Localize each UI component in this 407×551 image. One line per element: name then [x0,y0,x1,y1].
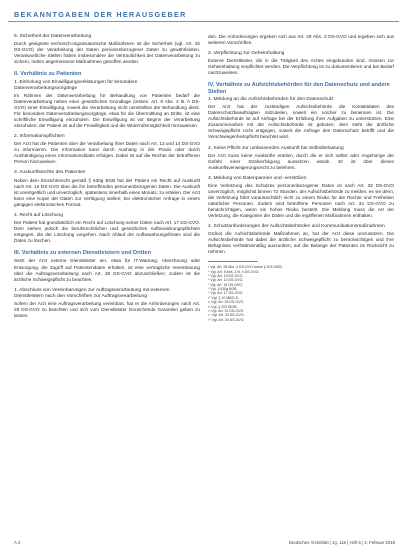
subsection-heading: 4. Recht auf Löschung [14,212,63,218]
paragraph: Setzt der Arzt externe Dienstleister ein, etwa für IT-Wartung, Abrechnung oder Entsorgung, die Zugriff auf Patientendaten erhalten, ist eine vertragliche Vereinbarung über die Auftragsverarbeitung nach Art. 28 DS-GVO abzuschließen; zudem ist die ärztliche Schweigepflicht zu beachten. [14,258,200,282]
paragraph: Eine Verletzung des Schutzes personenbezogener Daten ist nach Art. 33 DS-GVO unverzüglich, möglichst binnen 72 Stunden, der Aufsichtsbehörde zu melden, es sei denn, die Verletzung führt voraussichtlich nicht zu einem Risiko für die Rechte und Freiheiten natürlicher Personen. Zudem sind betroffene Personen nach Art. 34 DS-GVO zu benachrichtigen, wenn ein hohes Risiko besteht. Die Meldung muss die Art der Verletzung, die Kategorien der Daten und die ergriffenen Maßnahmen enthalten. [208,182,394,219]
paragraph: Der Arzt muss keine Auskünfte erteilen, durch die er sich selbst oder Angehörige der Gefahr einer Strafverfolgung aussetzen würde. Er ist über dieses Auskunftsverweigerungsrecht zu belehren. [208,152,394,170]
subsection-heading: 2. Keine Pflicht zur umfassenden Auskunft bei Selbstbelastung [208,145,344,151]
footnote: ⁹ Vgl. Art. 17 DS-GVO. [208,291,244,296]
subsection-heading: 4. Schutzanforderungen der Aufsichtsbehörden und Kommunikationsmaßnahmen [208,224,385,230]
footnote: ¹⁰ Vgl. § 10 MBO-Ä. [208,295,239,300]
paragraph: Sofern der Arzt eine Auftragsverarbeitung vereinbart, hat er die Anforderungen nach Art. 28 DS-GVO zu beachten und sich vom Dienstleister hinreichende Garantien geben zu lassen. [14,300,200,318]
subsection-heading: 1. Meldung an die Aufsichtsbehörden für den Datenschutz [208,97,334,103]
header-title: BEKANNTGABEN DER HERAUSGEBER [14,10,187,19]
paragraph: Externe Dienstleister, die in die Tätigkeit des Arztes eingebunden sind, müssen zur Geheimhaltung verpflichtet werden. Die Verpflichtung ist zu dokumentieren und bei Bedarf nachzuweisen. [208,58,394,76]
footnote: ⁵ Vgl. Art. 13 DS-GVO. [208,274,244,279]
section-heading: 6. Sicherheit der Datenverarbeitung [14,34,92,39]
footnote: ¹⁴ Vgl. Art. 33 DS-GVO. [208,313,245,318]
header-divider [8,21,399,22]
footnotes [208,265,394,321]
section-title: IV. Verhältnis zu Aufsichtsbehörden für den Datenschutz und andere Stellen [208,82,390,95]
section-title: III. Verhältnis zu externen Dienstleistern und Dritten [14,250,152,257]
subsection-heading: 2. Informationspflichten [14,134,65,140]
paragraph: Der Patient hat grundsätzlich ein Recht auf Löschung seiner Daten nach Art. 17 DS-GVO. Dem stehen jedoch die berufsrechtlichen und gesetzlichen Aufbewahrungspflichten entgegen, die der Löschung vorgehen. Nach Ablauf der Aufbewahrungsfristen sind die Daten zu löschen. [14,219,200,243]
paragraph: den. Die Anforderungen ergeben sich aus Art. 28 Abs. 3 DS-GVO und ergeben sich aus weiteren Vorschriften. [208,34,394,46]
paragraph: Neben dem Einsichtsrecht gemäß § 630g BGB hat der Patient ein Recht auf Auskunft nach Art. 15 DS-GVO über die ihn betreffenden personenbezogenen Daten. Die Auskunft ist unentgeltlich und unverzüglich, spätestens innerhalb eines Monats, zu erteilen. Der Arzt kann eine Kopie der Daten zur Verfügung stellen; bei elektronischer Anfrage in einem gängigen elektronischen Format. [14,177,200,207]
paragraph: Im Rahmen der Datenverarbeitung für Behandlung von Patienten bedarf die Datenverarbeitung neben einer gesetzlichen Grundlage (insbes. Art. 9 Abs. 2 lit. h DS-GVO) einer Einwilligung, soweit die Verarbeitung nicht unmittelbar der Behandlung dient. Für besondere Datenverarbeitungsvorgänge, etwa für die Übermittlung an Dritte, ist eine schriftliche Einwilligung einzuholen. Die Einwilligung ist vor Beginn der Verarbeitung einzuholen; der Patient ist auf die Freiwilligkeit und die Widerrufsmöglichkeit hinzuweisen. [14,92,200,129]
paragraph: Der Arzt hat die Patienten über die Verarbeitung ihrer Daten nach Art. 13 und 14 DS-GVO zu informieren. Die Information kann durch Aushang in der Praxis oder durch Aushändigung eines Informationsblatts erfolgen. Dabei ist auf die Rechte der betroffenen Person hinzuweisen. [14,141,200,165]
footnote: ¹² Vgl. § 203 StGB. [208,304,238,309]
left-column [14,34,200,319]
footnote-divider [208,261,258,262]
page-number: A 4 [14,540,21,545]
paragraph: Durch geeignete technisch-organisatorische Maßnahmen ist die Sicherheit (vgl. Art. 32 DS-GVO) der Verarbeitung der Daten personenbezogener Daten zu gewährleisten. Verantwortliche Stellen haben insbesondere die Vertraulichkeit der Datenverarbeitung zu sichern, indem angemessene Maßnahmen getroffen werden. [14,41,200,65]
paragraph: Ordnet die Aufsichtsbehörde Maßnahmen an, hat der Arzt diese umzusetzen. Die Aufsichtsbehörde hat dabei die ärztliche Schweigepflicht zu berücksichtigen und ihre Befugnisse verhältnismäßig auszuüben; auf die Belange der Patienten ist Rücksicht zu nehmen. [208,231,394,255]
subsection-heading: 1. Einholung von Einwilligungserklärungen für besondere Datenverarbeitungsvorgänge [14,79,138,91]
subsection-heading: 2. Verpflichtung zur Geheimhaltung [208,51,285,57]
paragraph: Der Arzt hat der zuständigen Aufsichtsbehörde die Kontaktdaten des Datenschutzbeauftragten mitzuteilen, soweit ein solcher zu benennen ist. Die Aufsichtsbehörde ist auf Anfrage bei der Erfüllung ihrer Aufgaben zu unterstützen. Eine Zusammenarbeit mit der Aufsichtsbehörde ist geboten; dem steht die ärztliche Schweigepflicht nicht entgegen, soweit die Anfrage den Datenschutz betrifft und die Verschwiegenheitspflicht beachtet wird. [208,104,394,140]
footnote: ³ Vgl. Art. 28 Abs. 3 DS-GVO sowie § 203 StGB. [208,265,283,270]
footnote: ⁷ Vgl. Art. 15 DS-GVO. [208,282,244,287]
right-column [208,34,394,322]
footnote: ¹¹ Vgl. Art. 28 DS-GVO. [208,300,245,305]
footnote: ⁶ Vgl. Art. 14 DS-GVO. [208,278,244,283]
journal-citation: Deutsches Ärzteblatt | Jg. 115 | Heft 5 | 2. Februar 2018 [289,540,395,545]
section-title: II. Verhältnis zu Patienten [14,71,82,78]
subsection-heading: 3. Auskunftsrechte des Patienten [14,170,86,176]
footnote: ¹³ Vgl. Art. 31 DS-GVO. [208,308,245,313]
footnote: ⁸ Vgl. § 630g BGB. [208,287,238,292]
subsection-heading: 1. Abschluss von Vereinbarungen zur Auftragsverarbeitung mit externen Dienstleistern nach den Vorschriften zur Auftragsverarbeitung [14,287,170,299]
subsection-heading: 3. Meldung von Datenpannen und -verstößen [208,175,307,181]
footnote: ¹⁵ Vgl. Art. 34 DS-GVO. [208,317,245,322]
footnote: ⁴ Vgl. Art. 9 Abs. 2 lit. h DS-GVO. [208,269,260,274]
